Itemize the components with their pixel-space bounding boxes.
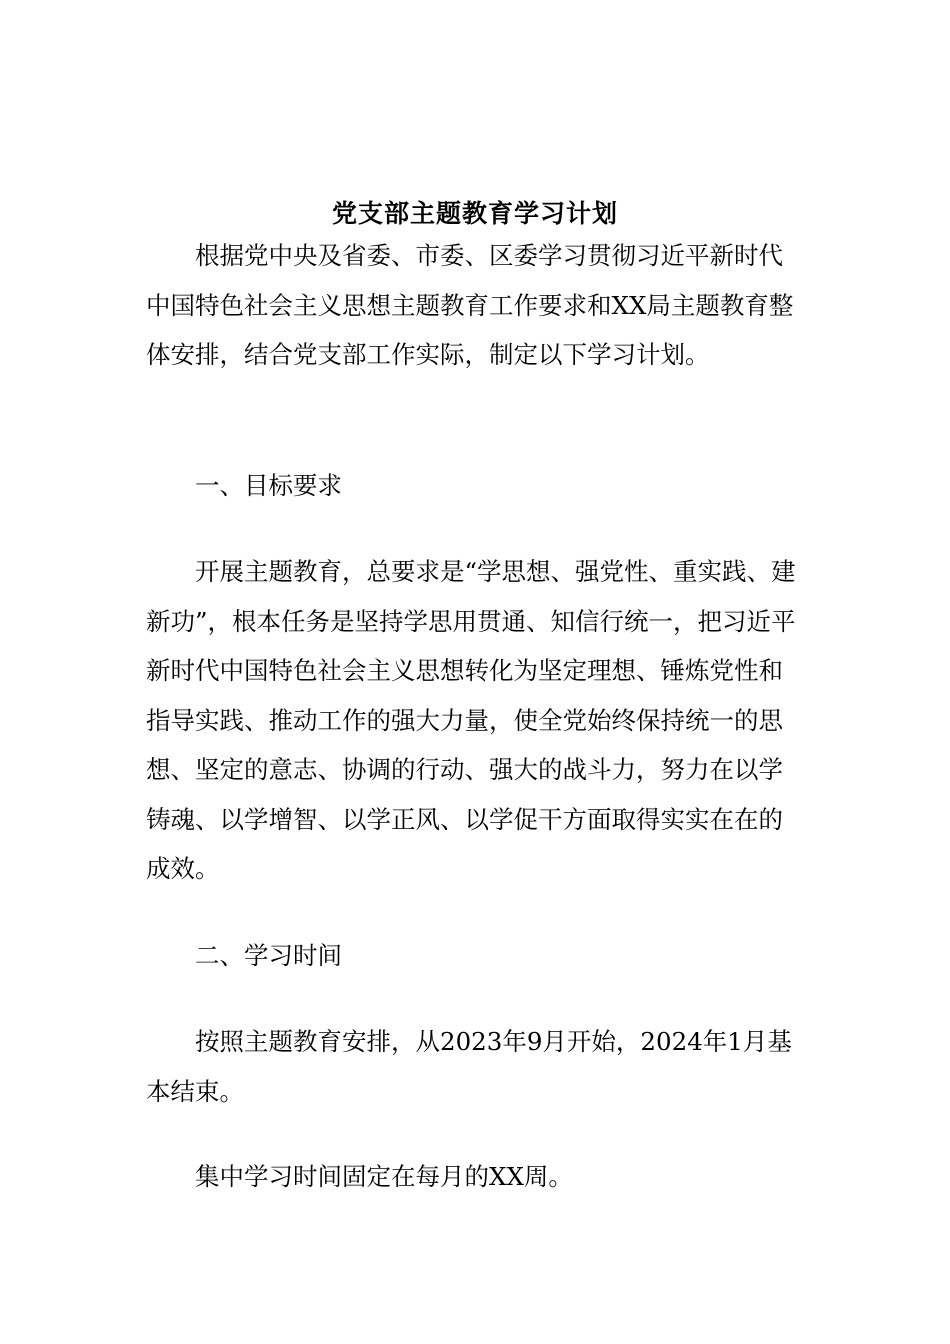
goals-paragraph: 开展主题教育，总要求是“学思想、强党性、重实践、建新功”，根本任务是坚持学思用贯通、知信行统一，把习近平新时代中国特色社会主义思想转化为坚定理想、锤炼党性和指导实践、推动工作的强大力量，使全党始终保持统一的思想、坚定的意志、协调的行动、强大的战斗力，努力在以学铸魂、以学增智、以学正风、以学促干方面取得实实在在的成效。 bbox=[146, 557, 796, 883]
schedule-paragraph: 按照主题教育安排，从2023年9月开始，2024年1月基本结束。 bbox=[146, 1027, 792, 1106]
intro-paragraph: 根据党中央及省委、市委、区委学习贯彻习近平新时代中国特色社会主义思想主题教育工作要求和XX局主题教育整体安排，结合党支部工作实际，制定以下学习计划。 bbox=[146, 241, 794, 369]
section-heading-schedule: 二、学习时间 bbox=[195, 941, 342, 970]
study-time-paragraph: 集中学习时间固定在每月的XX周。 bbox=[195, 1162, 573, 1191]
section-heading-goals: 一、目标要求 bbox=[195, 471, 342, 500]
document-title: 党支部主题教育学习计划 bbox=[331, 199, 618, 228]
